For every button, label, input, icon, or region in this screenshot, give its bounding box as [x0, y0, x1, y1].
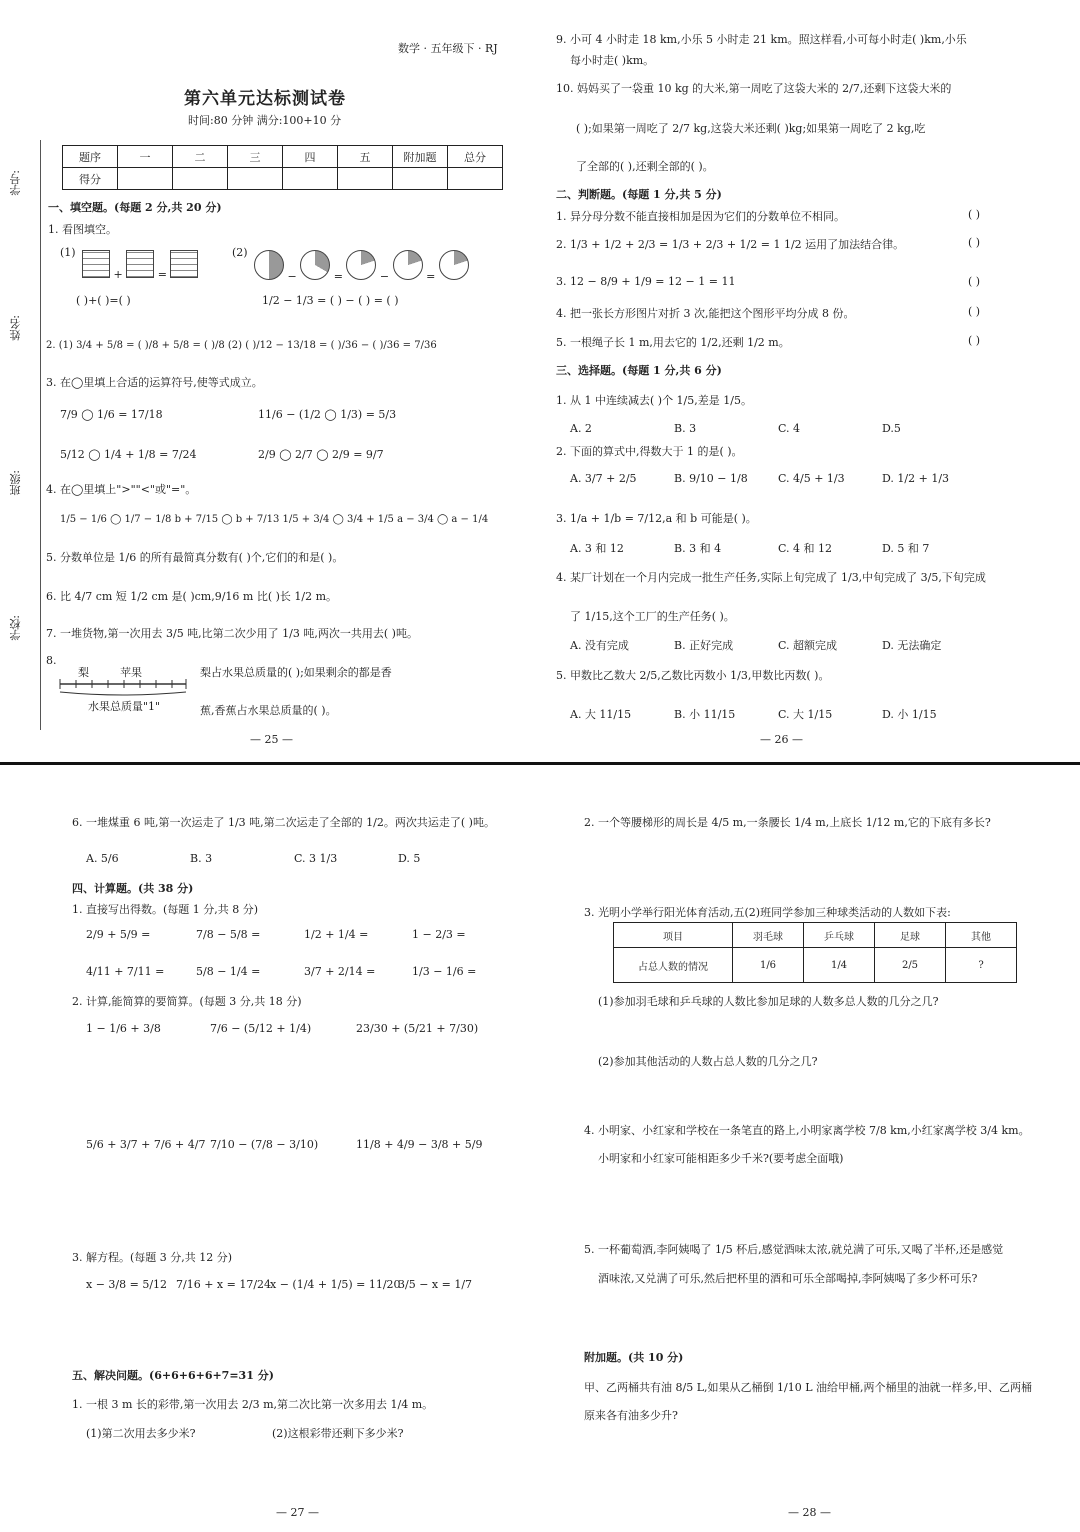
calc-item: 5/6 + 3/7 + 7/6 + 4/7: [86, 1138, 206, 1151]
judge-answer-bracket[interactable]: ( ): [968, 275, 981, 288]
problem-1-sub: (1)第二次用去多少米?: [86, 1427, 196, 1440]
q9-line1: 9. 小可 4 小时走 18 km,小乐 5 小时走 21 km。照这样看,小可每小时走( )km,小乐: [556, 33, 967, 46]
pie-figure: [439, 250, 469, 280]
score-cell[interactable]: [393, 168, 448, 190]
score-table: [62, 145, 503, 190]
problem-1: 1. 一根 3 m 长的彩带,第一次用去 2/3 m,第二次比第一次多用去 1/4 m。: [72, 1398, 434, 1411]
q5-text: 5. 分数单位是 1/6 的所有最简真分数有( )个,它们的和是( )。: [46, 551, 344, 564]
calc-item: 2/9 + 5/9 =: [86, 928, 151, 941]
q8-segment-diagram: [58, 676, 190, 698]
score-cell[interactable]: [173, 168, 228, 190]
q10-line1: 10. 妈妈买了一袋重 10 kg 的大米,第一周吃了这袋大米的 2/7,还剩下这袋大米的: [556, 82, 952, 95]
score-cell[interactable]: [283, 168, 338, 190]
choice-option[interactable]: A. 5/6: [86, 852, 119, 865]
judge-item: 2. 1/3 + 1/2 + 2/3 = 1/3 + 2/3 + 1/2 = 1 1/2 运用了加法结合律。: [556, 238, 905, 251]
table-cell: 1/4: [804, 948, 875, 983]
pie-figure: [254, 250, 284, 280]
score-cell[interactable]: [338, 168, 393, 190]
side-label-class: 班级:: [9, 470, 22, 496]
choice-6: 6. 一堆煤重 6 吨,第一次运走了 1/3 吨,第二次运走了全部的 1/2。两次共运走了( )吨。: [72, 816, 495, 829]
equation-item: 7/16 + x = 17/24: [176, 1278, 272, 1291]
table-header-cell: 其他: [946, 923, 1017, 948]
judge-item: 3. 12 − 8/9 + 1/9 = 12 − 1 = 11: [556, 275, 736, 288]
q10-line2: ( );如果第一周吃了 2/7 kg,这袋大米还剩( )kg;如果第一周吃了 2 kg,吃: [576, 122, 926, 135]
q3-text: 3. 在◯里填上合适的运算符号,使等式成立。: [46, 376, 263, 389]
page-number-25: — 25 —: [250, 733, 293, 746]
section-1-heading: 一、填空题。(每题 2 分,共 20 分): [48, 201, 222, 214]
choice-option[interactable]: B. 正好完成: [674, 639, 734, 652]
calc-item: 3/7 + 2/14 =: [304, 965, 376, 978]
page-number-27: — 27 —: [276, 1506, 319, 1519]
q8-label-apple: 苹果: [120, 666, 142, 679]
calc-item: 4/11 + 7/11 =: [86, 965, 165, 978]
calc-item: 1/3 − 1/6 =: [412, 965, 477, 978]
choice-option[interactable]: B. 3 和 4: [674, 542, 722, 555]
calc-item: 1 − 2/3 =: [412, 928, 466, 941]
judge-item: 1. 异分母分数不能直接相加是因为它们的分数单位不相同。: [556, 210, 845, 223]
section-2-heading: 二、判断题。(每题 1 分,共 5 分): [556, 188, 722, 201]
choice-option[interactable]: C. 大 1/15: [778, 708, 833, 721]
q1a-label: (1): [60, 246, 76, 259]
choice-option[interactable]: C. 4/5 + 1/3: [778, 472, 845, 485]
score-cell: 一: [118, 146, 173, 168]
judge-answer-bracket[interactable]: ( ): [968, 208, 981, 221]
score-cell: 总分: [448, 146, 503, 168]
q4-row: 1/5 − 1/6 ◯ 1/7 − 1/8 b + 7/15 ◯ b + 7/13 1/5 + 3/4 ◯ 3/4 + 1/5 a − 3/4 ◯ a − 1/4: [60, 514, 489, 525]
q1b-label: (2): [232, 246, 248, 259]
choice-option[interactable]: A. 3 和 12: [570, 542, 624, 555]
q6-text: 6. 比 4/7 cm 短 1/2 cm 是( )cm,9/16 m 比( )长 1/2 m。: [46, 590, 338, 603]
calc-item: 7/8 − 5/8 =: [196, 928, 261, 941]
table-cell: 1/6: [733, 948, 804, 983]
side-label-id: 学号:: [9, 170, 22, 196]
q1-text: 1. 看图填空。: [48, 223, 117, 236]
score-cell: 得分: [63, 168, 118, 190]
score-cell: 五: [338, 146, 393, 168]
judge-item: 4. 把一张长方形图片对折 3 次,能把这个图形平均分成 8 份。: [556, 307, 855, 320]
problem-1-sub: (2)这根彩带还剩下多少米?: [272, 1427, 404, 1440]
problem-5-line2: 酒味浓,又兑满了可乐,然后把杯里的酒和可乐全部喝掉,李阿姨喝了多少杯可乐?: [598, 1272, 978, 1285]
exam-meta: 时间:80 分钟 满分:100+10 分: [188, 114, 342, 127]
section-4-heading: 四、计算题。(共 38 分): [72, 882, 194, 895]
judge-answer-bracket[interactable]: ( ): [968, 334, 981, 347]
q2-text: 2. (1) 3/4 + 5/8 = ( )/8 + 5/8 = ( )/8 (2) ( )/12 − 13/18 = ( )/36 − ( )/36 = 7/36: [46, 340, 437, 351]
grid-figure: [170, 250, 198, 278]
choice-2: 2. 下面的算式中,得数大于 1 的是( )。: [556, 445, 743, 458]
page-separator: [0, 762, 1080, 765]
score-cell[interactable]: [228, 168, 283, 190]
choice-option[interactable]: A. 2: [570, 422, 592, 435]
calc-2-heading: 2. 计算,能简算的要简算。(每题 3 分,共 18 分): [72, 995, 302, 1008]
q7-text: 7. 一堆货物,第一次用去 3/5 吨,比第二次少用了 1/3 吨,两次一共用去( )吨。: [46, 627, 418, 640]
score-cell: 题序: [63, 146, 118, 168]
table-cell: 2/5: [875, 948, 946, 983]
calc-item: 1 − 1/6 + 3/8: [86, 1022, 161, 1035]
problem-2: 2. 一个等腰梯形的周长是 4/5 m,一条腰长 1/4 m,上底长 1/12 m,它的下底有多长?: [584, 816, 991, 829]
q1b-answer[interactable]: 1/2 − 1/3 = ( ) − ( ) = ( ): [262, 294, 399, 307]
score-cell: 二: [173, 146, 228, 168]
choice-option[interactable]: C. 3 1/3: [294, 852, 338, 865]
choice-option[interactable]: B. 9/10 − 1/8: [674, 472, 748, 485]
choice-option[interactable]: D. 小 1/15: [882, 708, 937, 721]
judge-answer-bracket[interactable]: ( ): [968, 236, 981, 249]
pie-figure: [393, 250, 423, 280]
choice-option[interactable]: D.5: [882, 422, 901, 435]
choice-option[interactable]: D. 1/2 + 1/3: [882, 472, 950, 485]
choice-option[interactable]: C. 4: [778, 422, 801, 435]
extra-line2: 原来各有油多少升?: [584, 1409, 678, 1422]
choice-3: 3. 1/a + 1/b = 7/12,a 和 b 可能是( )。: [556, 512, 757, 525]
table-header-cell: 乒乓球: [804, 923, 875, 948]
problem-3: 3. 光明小学举行阳光体育活动,五(2)班同学参加三种球类活动的人数如下表:: [584, 906, 951, 919]
score-cell: 附加题: [393, 146, 448, 168]
choice-option[interactable]: B. 小 11/15: [674, 708, 736, 721]
problem-3-sub2: (2)参加其他活动的人数占总人数的几分之几?: [598, 1055, 818, 1068]
q8-text-line1: 梨占水果总质量的( );如果剩余的都是香: [200, 666, 392, 679]
equation-item: 3/5 − x = 1/7: [398, 1278, 473, 1291]
equation-item: x − 3/8 = 5/12: [86, 1278, 168, 1291]
score-cell: 四: [283, 146, 338, 168]
section-5-heading: 五、解决问题。(6+6+6+6+7=31 分): [72, 1369, 274, 1382]
choice-option[interactable]: C. 超额完成: [778, 639, 838, 652]
table-header-cell: 项目: [614, 923, 733, 948]
page-number-26: — 26 —: [760, 733, 803, 746]
problem-4-line2: 小明家和小红家可能相距多少千米?(要考虑全面哦): [598, 1152, 844, 1165]
q8-base-label: 水果总质量"1": [88, 700, 161, 713]
judge-item: 5. 一根绳子长 1 m,用去它的 1/2,还剩 1/2 m。: [556, 336, 790, 349]
choice-option[interactable]: A. 大 11/15: [570, 708, 632, 721]
calc-1-heading: 1. 直接写出得数。(每题 1 分,共 8 分): [72, 903, 259, 916]
q4-text: 4. 在◯里填上">""<"或"="。: [46, 483, 197, 496]
q1-grid-figures: + =: [82, 250, 198, 281]
table-header-cell: 羽毛球: [733, 923, 804, 948]
q10-line3: 了全部的( ),还剩全部的( )。: [576, 160, 714, 173]
choice-5: 5. 甲数比乙数大 2/5,乙数比丙数小 1/3,甲数比丙数( )。: [556, 669, 830, 682]
grid-figure: [126, 250, 154, 278]
score-cell[interactable]: [448, 168, 503, 190]
calc-item: 7/6 − (5/12 + 1/4): [210, 1022, 312, 1035]
choice-option[interactable]: B. 3: [674, 422, 697, 435]
table-cell: ?: [946, 948, 1017, 983]
choice-4-line2: 了 1/15,这个工厂的生产任务( )。: [570, 610, 735, 623]
problem-5-line1: 5. 一杯葡萄酒,李阿姨喝了 1/5 杯后,感觉酒味太浓,就兑满了可乐,又喝了半杯,还是感觉: [584, 1243, 1004, 1256]
q9-line2: 每小时走( )km。: [570, 54, 655, 67]
q3-row1b: 11/6 − (1/2 ◯ 1/3) = 5/3: [258, 408, 397, 421]
extra-heading: 附加题。(共 10 分): [584, 1351, 684, 1364]
calc-item: 11/8 + 4/9 − 3/8 + 5/9: [356, 1138, 483, 1151]
extra-line1: 甲、乙两桶共有油 8/5 L,如果从乙桶倒 1/10 L 油给甲桶,两个桶里的油就一样多,甲、乙两桶: [584, 1381, 1032, 1394]
table-header-cell: 足球: [875, 923, 946, 948]
q8-text-line2: 蕉,香蕉占水果总质量的( )。: [200, 704, 337, 717]
calc-item: 7/10 − (7/8 − 3/10): [210, 1138, 319, 1151]
problem-3-sub1: (1)参加羽毛球和乒乓球的人数比参加足球的人数多总人数的几分之几?: [598, 995, 939, 1008]
q3-row2a: 5/12 ◯ 1/4 + 1/8 = 7/24: [60, 448, 197, 461]
activity-table: [613, 922, 1017, 983]
calc-item: 5/8 − 1/4 =: [196, 965, 261, 978]
calc-item: 23/30 + (5/21 + 7/30): [356, 1022, 479, 1035]
choice-4-line1: 4. 某厂计划在一个月内完成一批生产任务,实际上旬完成了 1/3,中旬完成了 3/5,下旬完成: [556, 571, 986, 584]
header-subject: 数学 · 五年级下 · RJ: [398, 42, 498, 55]
side-label-name: 姓名:: [9, 315, 22, 341]
q1a-answer[interactable]: ( )+( )=( ): [76, 294, 131, 307]
score-cell[interactable]: [118, 168, 173, 190]
grid-figure: [82, 250, 110, 278]
choice-option[interactable]: A. 没有完成: [570, 639, 629, 652]
equation-item: x − (1/4 + 1/5) = 11/20: [270, 1278, 401, 1291]
score-cell: 三: [228, 146, 283, 168]
q1-pie-figures: − = − =: [254, 250, 469, 283]
choice-option[interactable]: C. 4 和 12: [778, 542, 833, 555]
q8-text: 8.: [46, 654, 57, 667]
choice-option[interactable]: B. 3: [190, 852, 213, 865]
pie-figure: [346, 250, 376, 280]
problem-4-line1: 4. 小明家、小红家和学校在一条笔直的路上,小明家离学校 7/8 km,小红家离学校 3/4 km。: [584, 1124, 1030, 1137]
q3-row1a: 7/9 ◯ 1/6 = 17/18: [60, 408, 163, 421]
choice-option[interactable]: D. 5 和 7: [882, 542, 930, 555]
choice-1: 1. 从 1 中连续减去( )个 1/5,差是 1/5。: [556, 394, 752, 407]
q8-label-pear: 梨: [78, 666, 89, 679]
section-3-heading: 三、选择题。(每题 1 分,共 6 分): [556, 364, 722, 377]
page-number-28: — 28 —: [788, 1506, 831, 1519]
side-label-school: 学校:: [9, 615, 22, 641]
calc-item: 1/2 + 1/4 =: [304, 928, 369, 941]
table-cell: 占总人数的情况: [614, 948, 733, 983]
binding-line: [40, 140, 41, 730]
choice-option[interactable]: D. 5: [398, 852, 421, 865]
judge-answer-bracket[interactable]: ( ): [968, 305, 981, 318]
pie-figure: [300, 250, 330, 280]
calc-3-heading: 3. 解方程。(每题 3 分,共 12 分): [72, 1251, 233, 1264]
q3-row2b: 2/9 ◯ 2/7 ◯ 2/9 = 9/7: [258, 448, 384, 461]
choice-option[interactable]: A. 3/7 + 2/5: [570, 472, 637, 485]
page-title: 第六单元达标测试卷: [184, 89, 346, 109]
choice-option[interactable]: D. 无法确定: [882, 639, 942, 652]
